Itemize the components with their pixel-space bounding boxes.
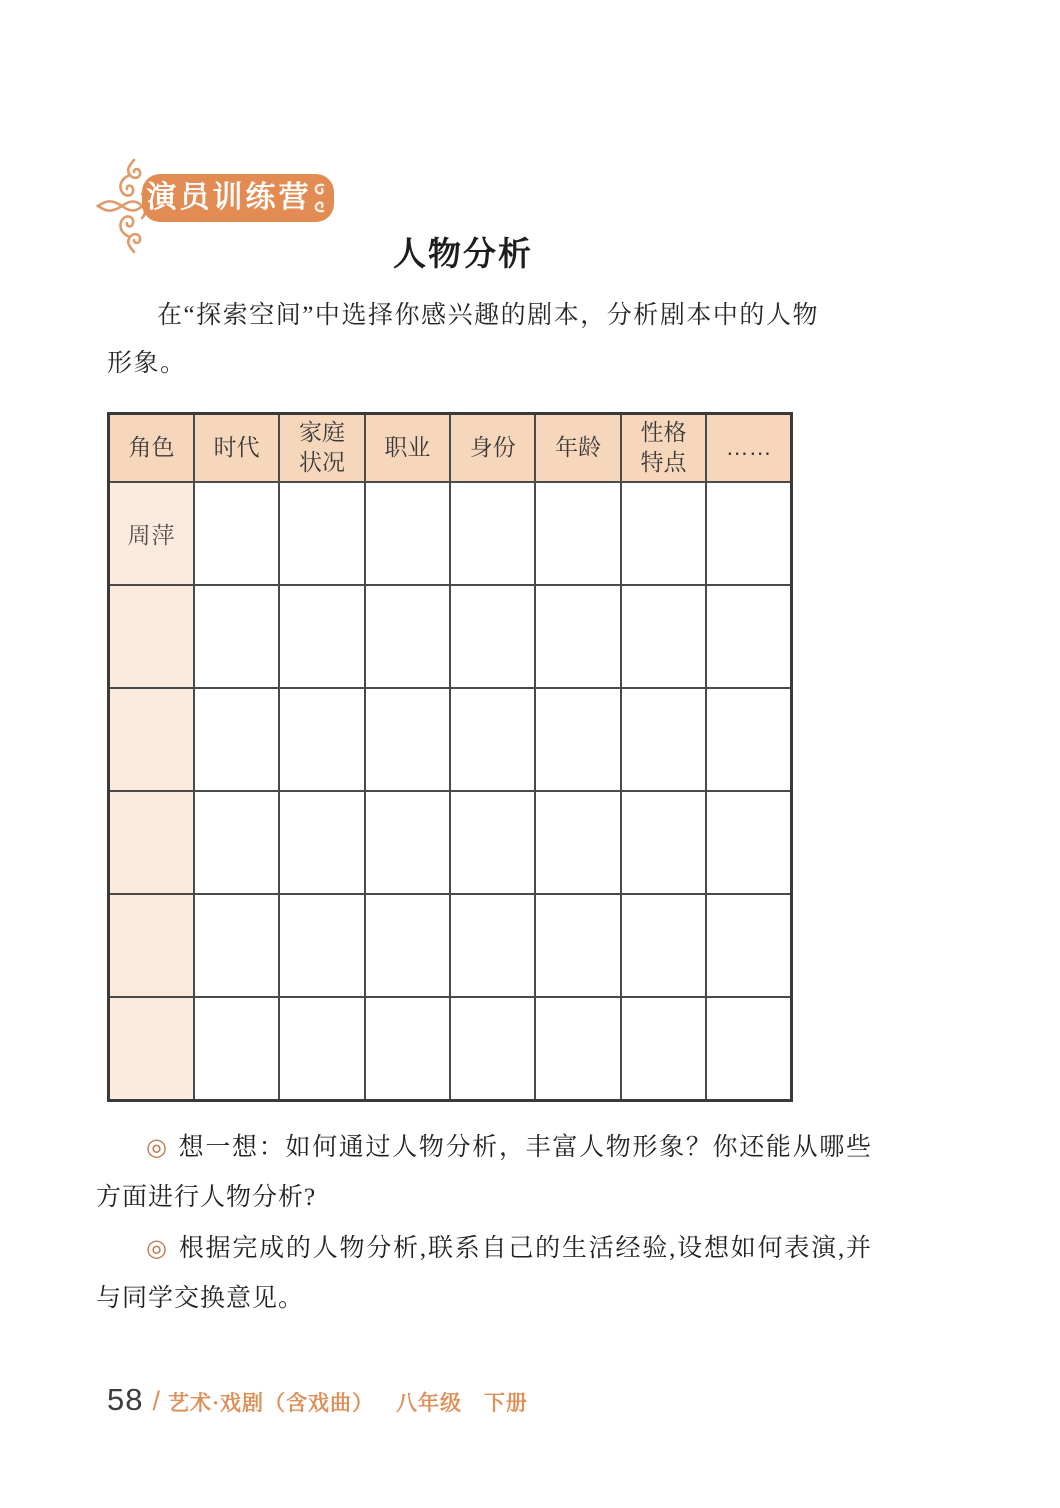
page-footer (107, 1382, 528, 1418)
table-cell (535, 791, 620, 894)
table-cell (279, 688, 364, 791)
role-cell: 周萍 (109, 482, 194, 585)
table-cell (194, 482, 279, 585)
table-cell (365, 482, 450, 585)
role-cell (109, 688, 194, 791)
bullet-item (96, 1223, 872, 1324)
bullet-text: 根据完成的人物分析,联系自己的生活经验,设想如何表演,并与同学交换意见。 (96, 1235, 872, 1312)
table-cell (194, 688, 279, 791)
role-cell (109, 894, 194, 997)
table-cell (450, 688, 535, 791)
footer-separator: / (152, 1386, 160, 1416)
table-cell (621, 997, 706, 1101)
table-cell (450, 585, 535, 688)
table-body (109, 482, 792, 1101)
table-header-cell: 年龄 (535, 414, 620, 483)
table-cell (535, 585, 620, 688)
curl-decoration-icon (307, 181, 329, 215)
table-cell (194, 997, 279, 1101)
role-cell (109, 585, 194, 688)
table-cell (706, 585, 791, 688)
bullet-marker-icon: ◎ (146, 1133, 169, 1161)
section-badge (142, 174, 334, 222)
table-row (109, 894, 792, 997)
table-cell (706, 894, 791, 997)
table-cell (450, 482, 535, 585)
table-cell (621, 585, 706, 688)
table-cell (621, 688, 706, 791)
table-header-cell: 角色 (109, 414, 194, 483)
table-header-cell: 身份 (450, 414, 535, 483)
table-row (109, 482, 792, 585)
role-cell (109, 997, 194, 1101)
table-cell (706, 688, 791, 791)
table-cell (450, 791, 535, 894)
character-analysis-table (107, 412, 793, 1102)
table-cell (706, 791, 791, 894)
table-cell (279, 791, 364, 894)
footer-book-title: 艺术·戏剧（含戏曲） (168, 1391, 375, 1415)
table-cell (621, 894, 706, 997)
table-cell (365, 585, 450, 688)
table-cell (450, 894, 535, 997)
table-cell (706, 482, 791, 585)
page-title: 人物分析 (393, 237, 533, 273)
table-cell (365, 894, 450, 997)
bullet-marker-icon: ◎ (146, 1234, 169, 1262)
table-cell (365, 997, 450, 1101)
table-cell (365, 688, 450, 791)
table-header-row (109, 414, 792, 483)
table-cell (706, 997, 791, 1101)
table-cell (279, 585, 364, 688)
table-cell (194, 585, 279, 688)
table-header-cell: 性格 特点 (621, 414, 706, 483)
table-cell (535, 482, 620, 585)
footer-volume: 下册 (484, 1391, 529, 1415)
table-row (109, 688, 792, 791)
bullet-list (96, 1122, 872, 1324)
table-cell (194, 894, 279, 997)
table-cell (450, 997, 535, 1101)
footer-grade: 八年级 (396, 1391, 463, 1415)
bullet-text: 想一想：如何通过人物分析，丰富人物形象？你还能从哪些方面进行人物分析? (96, 1134, 872, 1211)
table-cell (535, 894, 620, 997)
section-badge-label: 演员训练营 (146, 181, 312, 214)
table-cell (365, 791, 450, 894)
table-cell (279, 482, 364, 585)
table-head (109, 414, 792, 483)
table-row (109, 585, 792, 688)
table-cell (535, 997, 620, 1101)
bullet-item (96, 1122, 872, 1223)
role-cell (109, 791, 194, 894)
table-cell (535, 688, 620, 791)
table-header-cell: 职业 (365, 414, 450, 483)
table-cell (621, 482, 706, 585)
intro-paragraph: 在“探索空间”中选择你感兴趣的剧本，分析剧本中的人物形象。 (107, 302, 819, 377)
table-row (109, 791, 792, 894)
table-cell (621, 791, 706, 894)
table-cell (279, 997, 364, 1101)
table-row (109, 997, 792, 1101)
table-header-cell: 时代 (194, 414, 279, 483)
table-cell (279, 894, 364, 997)
page-number: 58 (107, 1382, 144, 1417)
table-cell (194, 791, 279, 894)
table-header-cell: 家庭 状况 (279, 414, 364, 483)
table-header-cell: …… (706, 414, 791, 483)
